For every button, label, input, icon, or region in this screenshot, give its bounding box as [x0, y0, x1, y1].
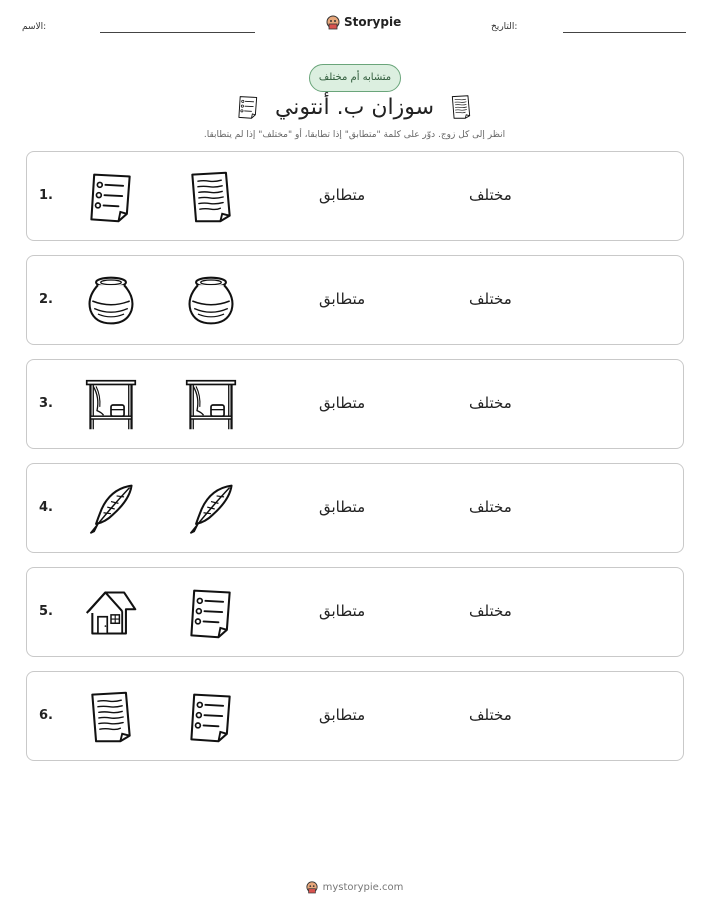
same-option[interactable]: متطابق	[319, 290, 366, 308]
same-option[interactable]: متطابق	[319, 602, 366, 620]
lined-paper-icon	[448, 93, 474, 121]
list-paper-icon	[183, 584, 239, 642]
exercise-row	[26, 151, 684, 241]
row-number: 2.	[39, 292, 53, 307]
brand-name: Storypie	[344, 15, 402, 29]
exercise-row	[26, 567, 684, 657]
storypie-mascot-icon	[306, 880, 318, 894]
exercise-row	[26, 359, 684, 449]
shelf-icon	[83, 376, 139, 434]
exercise-row	[26, 255, 684, 345]
row-number: 6.	[39, 708, 53, 723]
list-paper-icon	[183, 688, 239, 746]
different-option[interactable]: مختلف	[469, 706, 512, 724]
row-number: 5.	[39, 604, 53, 619]
lined-paper-icon	[83, 688, 139, 746]
pot-icon	[183, 272, 239, 330]
same-option[interactable]: متطابق	[319, 394, 366, 412]
footer	[0, 880, 709, 894]
row-number: 3.	[39, 396, 53, 411]
lined-paper-icon	[183, 168, 239, 226]
same-option[interactable]: متطابق	[319, 186, 366, 204]
house-icon	[83, 584, 139, 642]
different-option[interactable]: مختلف	[469, 498, 512, 516]
different-option[interactable]: مختلف	[469, 186, 512, 204]
shelf-icon	[183, 376, 239, 434]
different-option[interactable]: مختلف	[469, 602, 512, 620]
pot-icon	[83, 272, 139, 330]
quill-icon	[183, 480, 239, 538]
page-title: سوزان ب. أنتوني	[274, 95, 435, 120]
date-line[interactable]	[563, 32, 686, 33]
name-line[interactable]	[100, 32, 255, 33]
instructions: انظر إلى كل زوج. دوّر على كلمة "متطابق" إذا تطابقا، أو "مختلف" إذا لم يتطابقا.	[203, 130, 506, 140]
same-option[interactable]: متطابق	[319, 706, 366, 724]
date-label: التاريخ:	[491, 22, 518, 32]
storypie-mascot-icon	[326, 14, 340, 30]
same-option[interactable]: متطابق	[319, 498, 366, 516]
footer-site: mystorypie.com	[322, 881, 404, 893]
row-number: 1.	[39, 188, 53, 203]
name-label: الاسم:	[22, 22, 47, 32]
worksheet-type-badge: متشابه أم مختلف	[309, 64, 401, 92]
row-number: 4.	[39, 500, 53, 515]
title-row	[0, 91, 709, 127]
brand-logo	[326, 14, 401, 30]
quill-icon	[83, 480, 139, 538]
different-option[interactable]: مختلف	[469, 394, 512, 412]
exercise-row	[26, 671, 684, 761]
different-option[interactable]: مختلف	[469, 290, 512, 308]
exercise-row	[26, 463, 684, 553]
list-paper-icon	[83, 168, 139, 226]
